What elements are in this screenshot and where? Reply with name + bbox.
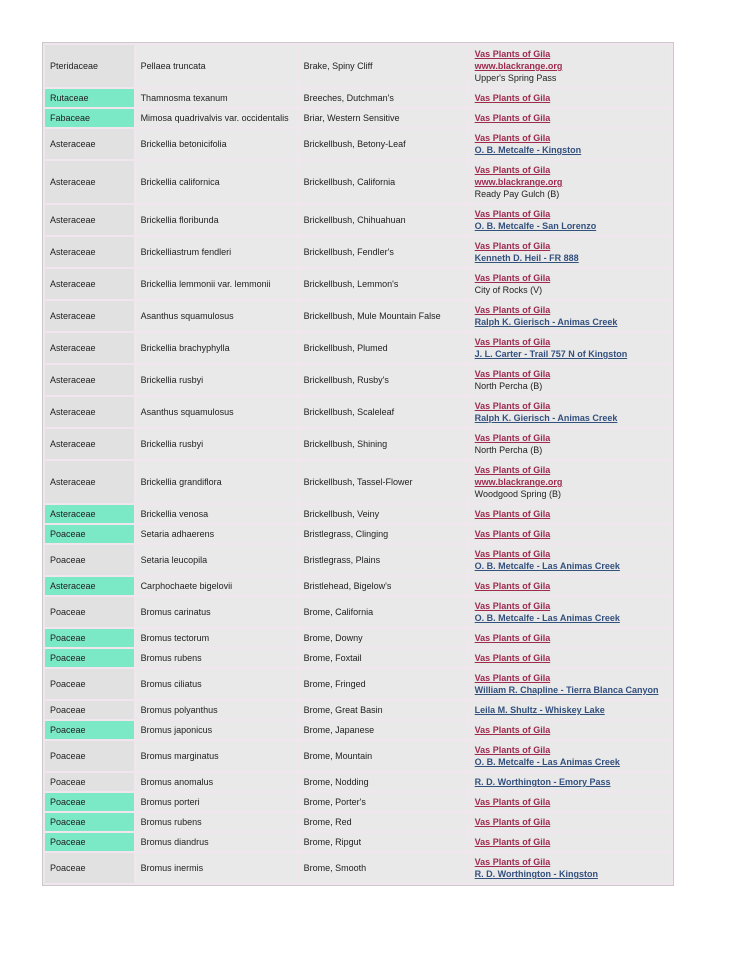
species-cell: Brickellia floribunda [136, 205, 297, 235]
table-row [45, 429, 671, 459]
family-cell: Asteraceae [45, 461, 134, 503]
links-cell [470, 629, 671, 647]
links-cell [470, 669, 671, 699]
gila-plants-link[interactable]: www.blackrange.org [474, 477, 563, 487]
table-row [45, 161, 671, 203]
table-row [45, 461, 671, 503]
links-cell [470, 397, 671, 427]
table-row [45, 205, 671, 235]
family-cell: Asteraceae [45, 505, 134, 523]
common-name-cell: Brickellbush, Chihuahuan [299, 205, 468, 235]
species-cell: Bromus rubens [136, 813, 297, 831]
family-cell: Asteraceae [45, 205, 134, 235]
family-cell: Rutaceae [45, 89, 134, 107]
species-cell: Bromus tectorum [136, 629, 297, 647]
location-text: Woodgood Spring (B) [474, 489, 562, 499]
links-cell [470, 129, 671, 159]
gila-plants-link[interactable]: Vas Plants of Gila [474, 725, 551, 735]
common-name-cell: Brickellbush, Mule Mountain False [299, 301, 468, 331]
common-name-cell: Bristlegrass, Clinging [299, 525, 468, 543]
table-row [45, 669, 671, 699]
table-row [45, 333, 671, 363]
table-row [45, 629, 671, 647]
family-cell: Poaceae [45, 813, 134, 831]
table-row [45, 269, 671, 299]
common-name-cell: Brickellbush, Rusby's [299, 365, 468, 395]
family-cell: Asteraceae [45, 577, 134, 595]
collector-location-link[interactable]: Kenneth D. Heil - FR 888 [474, 253, 579, 263]
collector-location-link[interactable]: R. D. Worthington - Kingston [474, 869, 598, 879]
gila-plants-link[interactable]: Vas Plants of Gila [474, 673, 551, 683]
common-name-cell: Brome, Great Basin [299, 701, 468, 719]
common-name-cell: Brome, Smooth [299, 853, 468, 883]
common-name-cell: Brickellbush, Scaleleaf [299, 397, 468, 427]
common-name-cell: Bristlegrass, Plains [299, 545, 468, 575]
species-cell: Brickellia brachyphylla [136, 333, 297, 363]
species-cell: Bromus rubens [136, 649, 297, 667]
common-name-cell: Bristlehead, Bigelow's [299, 577, 468, 595]
links-cell [470, 773, 671, 791]
gila-plants-link[interactable]: Vas Plants of Gila [474, 633, 551, 643]
species-cell: Brickellia rusbyi [136, 429, 297, 459]
family-cell: Poaceae [45, 597, 134, 627]
collector-location-link[interactable]: O. B. Metcalfe - San Lorenzo [474, 221, 597, 231]
family-cell: Poaceae [45, 629, 134, 647]
species-cell: Bromus marginatus [136, 741, 297, 771]
family-cell: Asteraceae [45, 365, 134, 395]
table-row [45, 597, 671, 627]
table-row [45, 129, 671, 159]
family-cell: Poaceae [45, 669, 134, 699]
gila-plants-link[interactable]: Vas Plants of Gila [474, 817, 551, 827]
family-cell: Asteraceae [45, 397, 134, 427]
family-cell: Asteraceae [45, 301, 134, 331]
gila-plants-link[interactable]: Vas Plants of Gila [474, 209, 551, 219]
gila-plants-link[interactable]: Vas Plants of Gila [474, 601, 551, 611]
species-cell: Pellaea truncata [136, 45, 297, 87]
table-row [45, 833, 671, 851]
table-row [45, 109, 671, 127]
links-cell [470, 109, 671, 127]
table-row [45, 397, 671, 427]
species-cell: Setaria leucopila [136, 545, 297, 575]
collector-location-link[interactable]: Ralph K. Gierisch - Animas Creek [474, 317, 618, 327]
gila-plants-link[interactable]: Vas Plants of Gila [474, 857, 551, 867]
gila-plants-link[interactable]: Vas Plants of Gila [474, 549, 551, 559]
links-cell [470, 721, 671, 739]
species-cell: Brickellia californica [136, 161, 297, 203]
species-cell: Brickellia rusbyi [136, 365, 297, 395]
species-cell: Bromus porteri [136, 793, 297, 811]
gila-plants-link[interactable]: Vas Plants of Gila [474, 273, 551, 283]
links-cell [470, 89, 671, 107]
common-name-cell: Briar, Western Sensitive [299, 109, 468, 127]
table-row [45, 793, 671, 811]
collector-location-link[interactable]: O. B. Metcalfe - Las Animas Creek [474, 613, 620, 623]
species-cell: Brickelliastrum fendleri [136, 237, 297, 267]
collector-location-link[interactable]: William R. Chapline - Tierra Blanca Canyon [474, 685, 659, 695]
common-name-cell: Breeches, Dutchman's [299, 89, 468, 107]
species-cell: Asanthus squamulosus [136, 301, 297, 331]
species-cell: Thamnosma texanum [136, 89, 297, 107]
table-row [45, 577, 671, 595]
links-cell [470, 301, 671, 331]
gila-plants-link[interactable]: Vas Plants of Gila [474, 113, 551, 123]
table-row [45, 721, 671, 739]
location-text: Ready Pay Gulch (B) [474, 189, 560, 199]
gila-plants-link[interactable]: Vas Plants of Gila [474, 581, 551, 591]
gila-plants-link[interactable]: Vas Plants of Gila [474, 241, 551, 251]
species-cell: Brickellia grandiflora [136, 461, 297, 503]
common-name-cell: Brome, Ripgut [299, 833, 468, 851]
table-row [45, 545, 671, 575]
collector-location-link[interactable]: J. L. Carter - Trail 757 N of Kingston [474, 349, 628, 359]
family-cell: Asteraceae [45, 269, 134, 299]
species-cell: Bromus polyanthus [136, 701, 297, 719]
common-name-cell: Brome, Japanese [299, 721, 468, 739]
gila-plants-link[interactable]: Vas Plants of Gila [474, 93, 551, 103]
gila-plants-link[interactable]: Vas Plants of Gila [474, 369, 551, 379]
family-cell: Poaceae [45, 793, 134, 811]
common-name-cell: Brome, Mountain [299, 741, 468, 771]
collector-location-link[interactable]: O. B. Metcalfe - Las Animas Creek [474, 757, 620, 767]
common-name-cell: Brome, Foxtail [299, 649, 468, 667]
links-cell [470, 429, 671, 459]
common-name-cell: Brickellbush, Veiny [299, 505, 468, 523]
family-cell: Poaceae [45, 721, 134, 739]
location-text: North Percha (B) [474, 445, 543, 455]
links-cell [470, 505, 671, 523]
species-cell: Bromus diandrus [136, 833, 297, 851]
links-cell [470, 853, 671, 883]
species-cell: Mimosa quadrivalvis var. occidentalis [136, 109, 297, 127]
table-row [45, 525, 671, 543]
table-row [45, 301, 671, 331]
links-cell [470, 461, 671, 503]
species-cell: Setaria adhaerens [136, 525, 297, 543]
species-cell: Brickellia lemmonii var. lemmonii [136, 269, 297, 299]
collector-location-link[interactable]: Leila M. Shultz - Whiskey Lake [474, 705, 605, 715]
table-row [45, 649, 671, 667]
family-cell: Fabaceae [45, 109, 134, 127]
gila-plants-link[interactable]: Vas Plants of Gila [474, 837, 551, 847]
table-row [45, 773, 671, 791]
collector-location-link[interactable]: O. B. Metcalfe - Las Animas Creek [474, 561, 620, 571]
family-cell: Asteraceae [45, 237, 134, 267]
gila-plants-link[interactable]: Vas Plants of Gila [474, 305, 551, 315]
links-cell [470, 545, 671, 575]
links-cell [470, 813, 671, 831]
common-name-cell: Brome, California [299, 597, 468, 627]
common-name-cell: Brome, Nodding [299, 773, 468, 791]
location-text: North Percha (B) [474, 381, 543, 391]
species-cell: Bromus inermis [136, 853, 297, 883]
table-row [45, 813, 671, 831]
links-cell [470, 333, 671, 363]
common-name-cell: Brickellbush, Plumed [299, 333, 468, 363]
location-text: Upper's Spring Pass [474, 73, 557, 83]
table-row [45, 741, 671, 771]
table-row [45, 45, 671, 87]
gila-plants-link[interactable]: Vas Plants of Gila [474, 745, 551, 755]
links-cell [470, 45, 671, 87]
gila-plants-link[interactable]: www.blackrange.org [474, 61, 563, 71]
family-cell: Poaceae [45, 545, 134, 575]
species-cell: Bromus japonicus [136, 721, 297, 739]
gila-plants-link[interactable]: Vas Plants of Gila [474, 165, 551, 175]
links-cell [470, 649, 671, 667]
collector-location-link[interactable]: O. B. Metcalfe - Kingston [474, 145, 582, 155]
gila-plants-link[interactable]: Vas Plants of Gila [474, 509, 551, 519]
links-cell [470, 525, 671, 543]
family-cell: Asteraceae [45, 333, 134, 363]
species-cell: Brickellia betonicifolia [136, 129, 297, 159]
family-cell: Poaceae [45, 833, 134, 851]
common-name-cell: Brake, Spiny Cliff [299, 45, 468, 87]
location-text: City of Rocks (V) [474, 285, 543, 295]
species-cell: Bromus ciliatus [136, 669, 297, 699]
links-cell [470, 237, 671, 267]
species-cell: Carphochaete bigelovii [136, 577, 297, 595]
family-cell: Poaceae [45, 649, 134, 667]
common-name-cell: Brome, Downy [299, 629, 468, 647]
species-cell: Bromus carinatus [136, 597, 297, 627]
links-cell [470, 365, 671, 395]
gila-plants-link[interactable]: Vas Plants of Gila [474, 797, 551, 807]
family-cell: Asteraceae [45, 429, 134, 459]
species-cell: Asanthus squamulosus [136, 397, 297, 427]
common-name-cell: Brome, Red [299, 813, 468, 831]
table-row [45, 505, 671, 523]
common-name-cell: Brickellbush, Lemmon's [299, 269, 468, 299]
links-cell [470, 741, 671, 771]
table-row [45, 365, 671, 395]
table-row [45, 701, 671, 719]
family-cell: Poaceae [45, 525, 134, 543]
common-name-cell: Brome, Fringed [299, 669, 468, 699]
species-cell: Brickellia venosa [136, 505, 297, 523]
common-name-cell: Brickellbush, California [299, 161, 468, 203]
table-row [45, 89, 671, 107]
table-row [45, 853, 671, 883]
gila-plants-link[interactable]: Vas Plants of Gila [474, 465, 551, 475]
links-cell [470, 205, 671, 235]
links-cell [470, 597, 671, 627]
family-cell: Poaceae [45, 853, 134, 883]
links-cell [470, 577, 671, 595]
family-cell: Asteraceae [45, 129, 134, 159]
links-cell [470, 793, 671, 811]
links-cell [470, 701, 671, 719]
gila-plants-link[interactable]: Vas Plants of Gila [474, 401, 551, 411]
family-cell: Poaceae [45, 741, 134, 771]
gila-plants-link[interactable]: Vas Plants of Gila [474, 433, 551, 443]
family-cell: Poaceae [45, 701, 134, 719]
family-cell: Poaceae [45, 773, 134, 791]
collector-location-link[interactable]: Ralph K. Gierisch - Animas Creek [474, 413, 618, 423]
common-name-cell: Brickellbush, Fendler's [299, 237, 468, 267]
collector-location-link[interactable]: R. D. Worthington - Emory Pass [474, 777, 611, 787]
plant-table [42, 42, 674, 886]
common-name-cell: Brome, Porter's [299, 793, 468, 811]
common-name-cell: Brickellbush, Tassel-Flower [299, 461, 468, 503]
gila-plants-link[interactable]: Vas Plants of Gila [474, 133, 551, 143]
family-cell: Asteraceae [45, 161, 134, 203]
gila-plants-link[interactable]: Vas Plants of Gila [474, 653, 551, 663]
common-name-cell: Brickellbush, Betony-Leaf [299, 129, 468, 159]
common-name-cell: Brickellbush, Shining [299, 429, 468, 459]
table-row [45, 237, 671, 267]
gila-plants-link[interactable]: Vas Plants of Gila [474, 529, 551, 539]
links-cell [470, 269, 671, 299]
links-cell [470, 161, 671, 203]
gila-plants-link[interactable]: Vas Plants of Gila [474, 337, 551, 347]
species-cell: Bromus anomalus [136, 773, 297, 791]
gila-plants-link[interactable]: Vas Plants of Gila [474, 49, 551, 59]
family-cell: Pteridaceae [45, 45, 134, 87]
gila-plants-link[interactable]: www.blackrange.org [474, 177, 563, 187]
links-cell [470, 833, 671, 851]
